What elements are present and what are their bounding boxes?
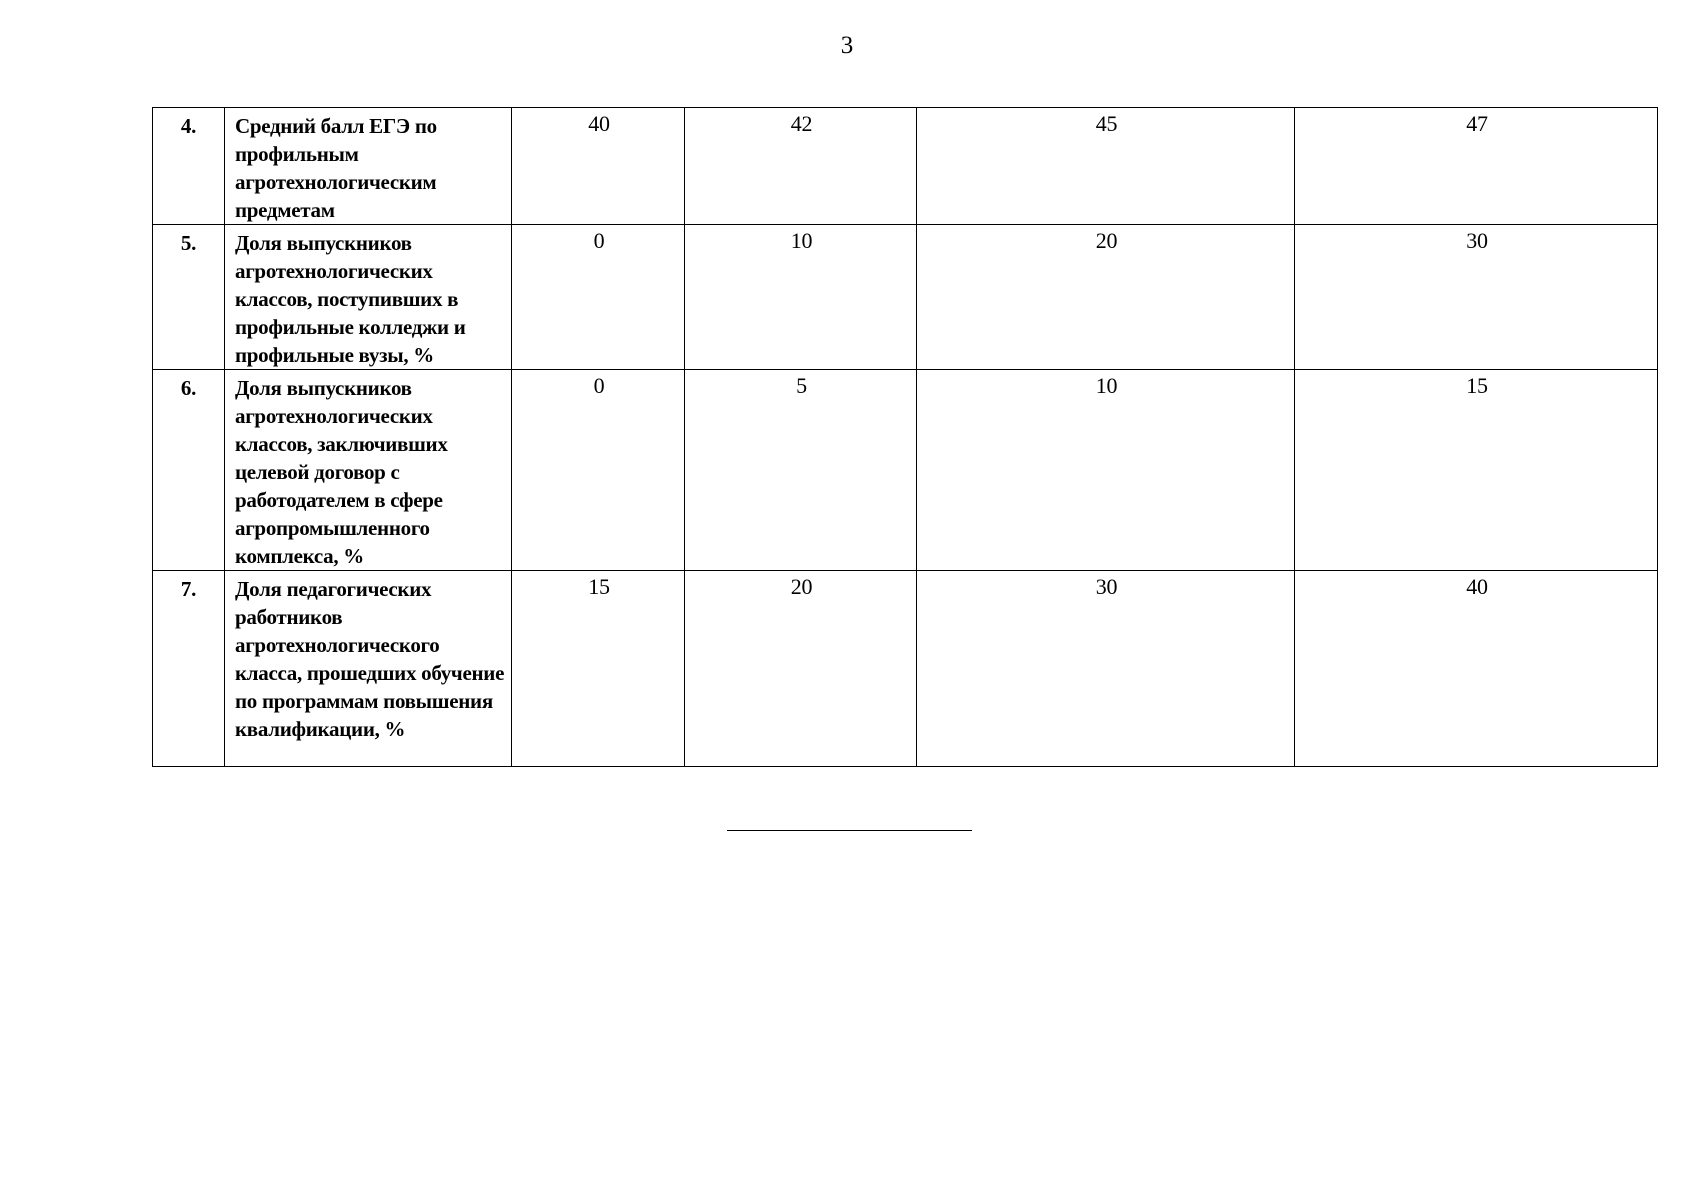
row-number: 5. [153, 225, 225, 370]
value-cell: 30 [917, 571, 1295, 767]
value-cell: 0 [512, 370, 685, 571]
value-cell: 10 [917, 370, 1295, 571]
value-cell: 5 [685, 370, 917, 571]
value-cell: 0 [512, 225, 685, 370]
row-description: Доля выпускников агротехнологических классов, поступивших в профильные колледжи и профильные вузы, % [225, 225, 512, 370]
value-cell: 15 [1295, 370, 1658, 571]
indicators-table [152, 107, 1658, 767]
row-number: 6. [153, 370, 225, 571]
value-cell: 42 [685, 108, 917, 225]
table-row [153, 108, 1658, 225]
table-row [153, 370, 1658, 571]
value-cell: 20 [917, 225, 1295, 370]
page-number: 3 [840, 32, 854, 59]
table-row [153, 225, 1658, 370]
table-row [153, 571, 1658, 767]
row-description: Доля педагогических работников агротехнологического класса, прошедших обучение по программам повышения квалификации, % [225, 571, 512, 767]
row-description: Доля выпускников агротехнологических классов, заключивших целевой договор с работодателем в сфере агропромышленного комплекса, % [225, 370, 512, 571]
value-cell: 15 [512, 571, 685, 767]
row-number: 7. [153, 571, 225, 767]
value-cell: 30 [1295, 225, 1658, 370]
value-cell: 20 [685, 571, 917, 767]
row-description: Средний балл ЕГЭ по профильным агротехнологическим предметам [225, 108, 512, 225]
row-number: 4. [153, 108, 225, 225]
value-cell: 40 [1295, 571, 1658, 767]
value-cell: 40 [512, 108, 685, 225]
value-cell: 47 [1295, 108, 1658, 225]
closing-divider-line [727, 830, 972, 831]
value-cell: 10 [685, 225, 917, 370]
indicators-table-container [152, 107, 1657, 767]
value-cell: 45 [917, 108, 1295, 225]
